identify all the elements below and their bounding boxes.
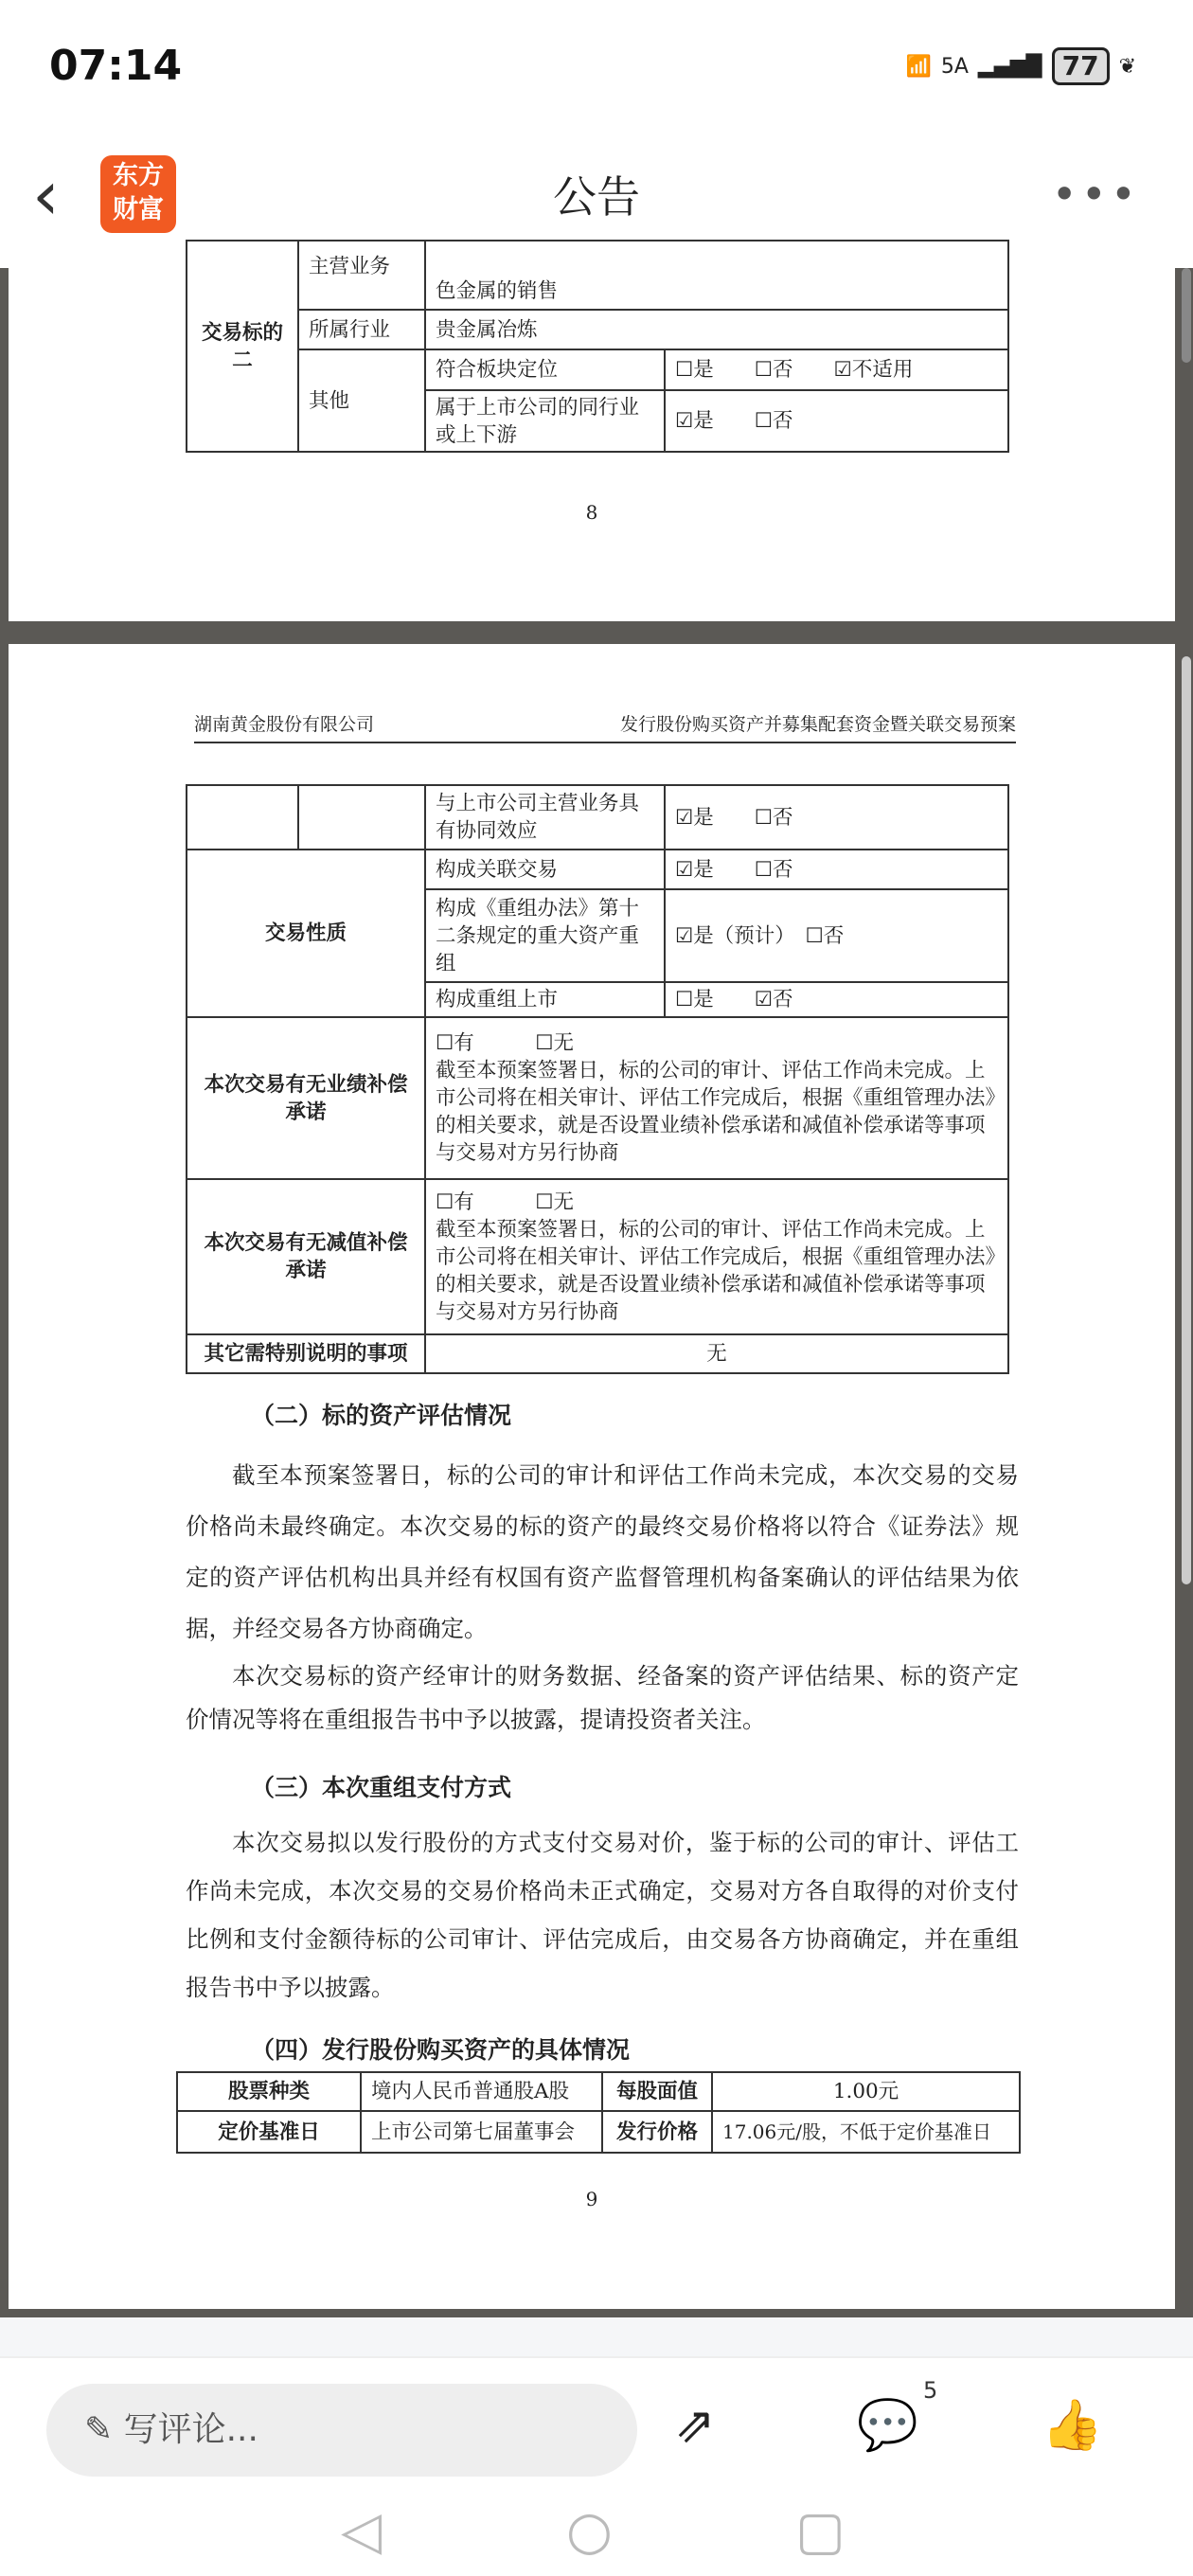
bottom-action-bar xyxy=(0,2358,1193,2576)
table-cell: 其他 xyxy=(298,349,425,452)
table-cell: 色金属的销售 xyxy=(425,241,1008,310)
table-cell: 贵金属冶炼 xyxy=(425,310,1008,349)
share-issue-table xyxy=(176,2071,1021,2154)
table-cell: ☐是 ☑否 xyxy=(665,982,1008,1017)
document-title: 发行股份购买资产并募集配套资金暨关联交易预案 xyxy=(619,714,1016,735)
option-checkboxes: ☐有 ☐无 xyxy=(436,1031,575,1055)
wifi-icon: 📶 xyxy=(905,54,932,79)
share-icon[interactable]: ⇗ xyxy=(674,2397,716,2454)
document-page-8 xyxy=(9,255,1175,621)
target-info-table xyxy=(186,240,1009,453)
comment-icon[interactable]: 💬 xyxy=(857,2397,918,2454)
table-cell: 上市公司第七届董事会 xyxy=(361,2111,602,2153)
comment-count: 5 xyxy=(923,2377,938,2404)
table-cell: 境内人民币普通股A股 xyxy=(361,2072,602,2111)
table-cell: 符合板块定位 xyxy=(425,349,665,390)
option-checkboxes: ☐有 ☐无 xyxy=(436,1190,575,1214)
clock: 07:14 xyxy=(49,42,183,90)
nav-recents-icon[interactable]: ▢ xyxy=(795,2500,846,2562)
battery-icon: 77 xyxy=(1052,47,1110,85)
table-cell: 构成重组上市 xyxy=(425,982,665,1017)
pencil-icon: ✎ xyxy=(84,2410,124,2449)
more-icon[interactable]: ••• xyxy=(1051,169,1140,220)
paragraph: 本次交易标的资产经审计的财务数据、经备案的资产评估结果、标的资产定价情况等将在重组报告书中予以披露，提请投资者关注。 xyxy=(186,1662,1019,1733)
comment-placeholder: 写评论... xyxy=(123,2410,258,2449)
like-icon[interactable]: 👍 xyxy=(1042,2397,1103,2454)
network-label: 5A xyxy=(940,54,969,79)
page-number: 8 xyxy=(585,501,598,524)
table-cell: 定价基准日 xyxy=(177,2111,361,2153)
table-cell: 属于上市公司的同行业或上下游 xyxy=(425,390,665,452)
table-cell: 其它需特别说明的事项 xyxy=(187,1334,425,1373)
paragraph: 本次交易拟以发行股份的方式支付交易对价，鉴于标的公司的审计、评估工作尚未完成，本次交易的交易价格尚未正式确定，交易对方各自取得的对价支付比例和支付金额待标的公司审计、评估完成后，由交易各方协商确定，并在重组报告书中予以披露。 xyxy=(186,1829,1019,2001)
table-cell: 无 xyxy=(425,1334,1008,1373)
table-cell: 发行价格 xyxy=(602,2111,712,2153)
signal-icon: ▂▄▆█ xyxy=(977,54,1042,79)
page-number: 9 xyxy=(585,2188,598,2210)
company-name: 湖南黄金股份有限公司 xyxy=(194,714,375,735)
table-cell: 构成关联交易 xyxy=(425,850,665,889)
table-cell: ☑是 ☐否 xyxy=(665,850,1008,889)
nav-back-icon[interactable]: ◁ xyxy=(341,2500,383,2562)
table-cell: ☐是 ☐否 ☑不适用 xyxy=(665,349,1008,390)
leaf-icon: ❦ xyxy=(1118,54,1136,79)
paragraph: 截至本预案签署日，标的公司的审计和评估工作尚未完成，本次交易的交易价格尚未最终确定。本次交易的标的资产的最终交易价格将以符合《证券法》规定的资产评估机构出具并经有权国有资产监督管理机构备案确认的评估结果为依据，并经交易各方协商确定。 xyxy=(186,1461,1019,1642)
table-cell: 本次交易有无减值补偿承诺 xyxy=(187,1179,425,1334)
section-heading: （二）标的资产评估情况 xyxy=(251,1402,512,1429)
table-cell: 17.06元/股，不低于定价基准日 xyxy=(712,2111,1020,2153)
scrollbar-thumb[interactable] xyxy=(1182,268,1191,363)
table-cell xyxy=(425,1017,1008,1179)
document-viewer[interactable] xyxy=(0,255,1193,2358)
document-page-9 xyxy=(9,644,1175,2309)
page-running-header xyxy=(194,710,1016,743)
cell-text: 截至本预案签署日，标的公司的审计、评估工作尚未完成。上市公司将在相关审计、评估工作完成后，根据《重组管理办法》的相关要求，就是否设置业绩补偿承诺和减值补偿承诺等事项与交易对方另行协商 xyxy=(436,1059,996,1165)
table-cell: 交易标的二 xyxy=(187,241,298,452)
table-cell: 本次交易有无业绩补偿承诺 xyxy=(187,1017,425,1179)
scrollbar-track[interactable] xyxy=(1182,656,1191,1584)
table-cell: ☑是 ☐否 xyxy=(665,785,1008,850)
table-cell: 与上市公司主营业务具有协同效应 xyxy=(425,785,665,850)
table-cell: 构成《重组办法》第十二条规定的重大资产重组 xyxy=(425,889,665,982)
table-cell: ☑是（预计） ☐否 xyxy=(665,889,1008,982)
table-cell: ☑是 ☐否 xyxy=(665,390,1008,452)
cell-text: 截至本预案签署日，标的公司的审计、评估工作尚未完成。上市公司将在相关审计、评估工作完成后，根据《重组管理办法》的相关要求，就是否设置业绩补偿承诺和减值补偿承诺等事项与交易对方另行协商 xyxy=(436,1217,996,1324)
table-cell: 股票种类 xyxy=(177,2072,361,2111)
bottom-divider xyxy=(0,2317,1193,2358)
table-cell: 1.00元 xyxy=(712,2072,1020,2111)
table-cell xyxy=(425,1179,1008,1334)
status-bar xyxy=(0,0,1193,142)
back-icon[interactable]: ‹ xyxy=(32,155,60,235)
section-heading: （四）发行股份购买资产的具体情况 xyxy=(251,2036,631,2064)
page-title: 公告 xyxy=(553,171,640,223)
comment-input[interactable] xyxy=(46,2384,637,2477)
nav-home-icon[interactable]: ○ xyxy=(566,2500,613,2562)
app-logo[interactable]: 东方财富 xyxy=(100,155,176,233)
status-icons xyxy=(905,47,1136,85)
table-cell: 交易性质 xyxy=(187,850,425,1017)
transaction-table xyxy=(186,784,1009,1374)
table-cell: 所属行业 xyxy=(298,310,425,349)
table-cell: 每股面值 xyxy=(602,2072,712,2111)
table-cell: 主营业务 xyxy=(298,241,425,310)
section-heading: （三）本次重组支付方式 xyxy=(251,1774,512,1801)
